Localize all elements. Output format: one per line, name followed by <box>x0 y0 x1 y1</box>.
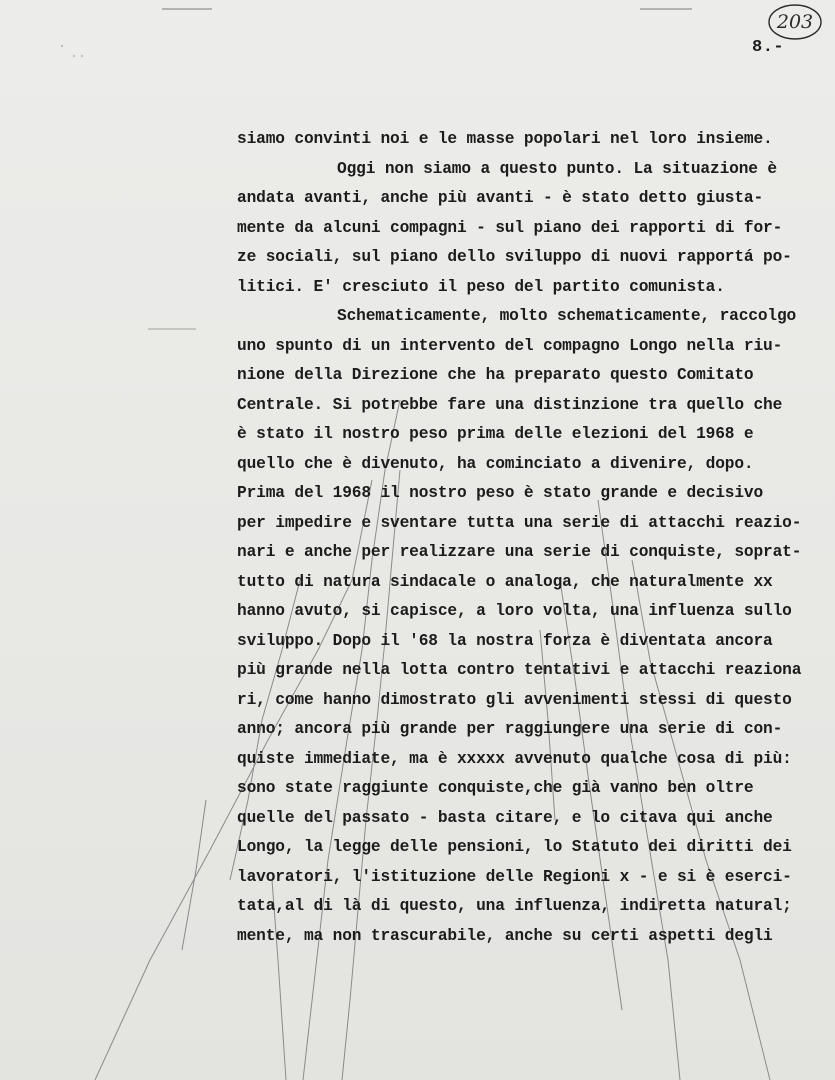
text-line: ri, come hanno dimostrato gli avvenimenti stessi di questo <box>237 690 792 709</box>
text-line: anno; ancora più grande per raggiungere una serie di con- <box>237 720 783 738</box>
text-line: quello che è divenuto, ha cominciato a divenire, dopo. <box>237 454 754 473</box>
text-line: andata avanti, anche più avanti - è stato detto giusta- <box>237 189 764 207</box>
text-line: nari e anche per realizzare una serie di conquiste, soprat- <box>237 543 802 561</box>
pen-stroke <box>182 800 206 950</box>
text-line: quiste immediate, ma è xxxxx avvenuto qualche cosa di più: <box>237 749 792 768</box>
text-line: Longo, la legge delle pensioni, lo Statuto dei diritti dei <box>237 838 792 856</box>
text-line: lavoratori, l'istituzione delle Regioni x - e si è eserci- <box>237 867 792 886</box>
scan-dot <box>61 45 63 47</box>
page-number: 8.- <box>752 38 785 57</box>
text-line: Oggi non siamo a questo punto. La situazione è <box>337 159 777 178</box>
scan-dot <box>81 55 83 57</box>
text-line: siamo convinti noi e le masse popolari nel loro insieme. <box>237 130 773 148</box>
text-line: hanno avuto, si capisce, a loro volta, una influenza sullo <box>237 602 792 620</box>
text-line: per impedire e sventare tutta una serie di attacchi reazio- <box>237 513 802 532</box>
text-line: Centrale. Si potrebbe fare una distinzione tra quello che <box>237 395 783 414</box>
text-line: quelle del passato - basta citare, e lo citava qui anche <box>237 808 773 827</box>
text-line: è stato il nostro peso prima delle elezioni del 1968 e <box>237 425 754 443</box>
text-line: Schematicamente, molto schematicamente, raccolgo <box>337 307 797 325</box>
scan-dot <box>73 55 75 57</box>
archive-number: 203 <box>776 11 814 33</box>
text-line: Prima del 1968 il nostro peso è stato grande e decisivo <box>237 484 764 502</box>
text-line: mente, ma non trascurabile, anche su certi aspetti degli <box>237 926 773 945</box>
text-line: tata,al di là di questo, una influenza, indiretta natural; <box>237 897 792 915</box>
text-line: sviluppo. Dopo il '68 la nostra forza è diventata ancora <box>237 631 773 650</box>
text-line: litici. E' cresciuto il peso del partito comunista. <box>237 277 725 296</box>
body-text <box>237 125 827 951</box>
text-line: più grande nella lotta contro tentativi e attacchi reaziona <box>237 661 802 679</box>
text-line: ze sociali, sul piano dello sviluppo di nuovi rapportá po- <box>237 248 792 266</box>
text-line: mente da alcuni compagni - sul piano dei rapporti di for- <box>237 218 783 237</box>
text-line: nione della Direzione che ha preparato questo Comitato <box>237 366 754 384</box>
text-line: uno spunto di un intervento del compagno Longo nella riu- <box>237 336 783 355</box>
text-line: sono state raggiunte conquiste,che già vanno ben oltre <box>237 779 754 797</box>
text-line: tutto di natura sindacale o analoga, che naturalmente xx <box>237 572 773 591</box>
